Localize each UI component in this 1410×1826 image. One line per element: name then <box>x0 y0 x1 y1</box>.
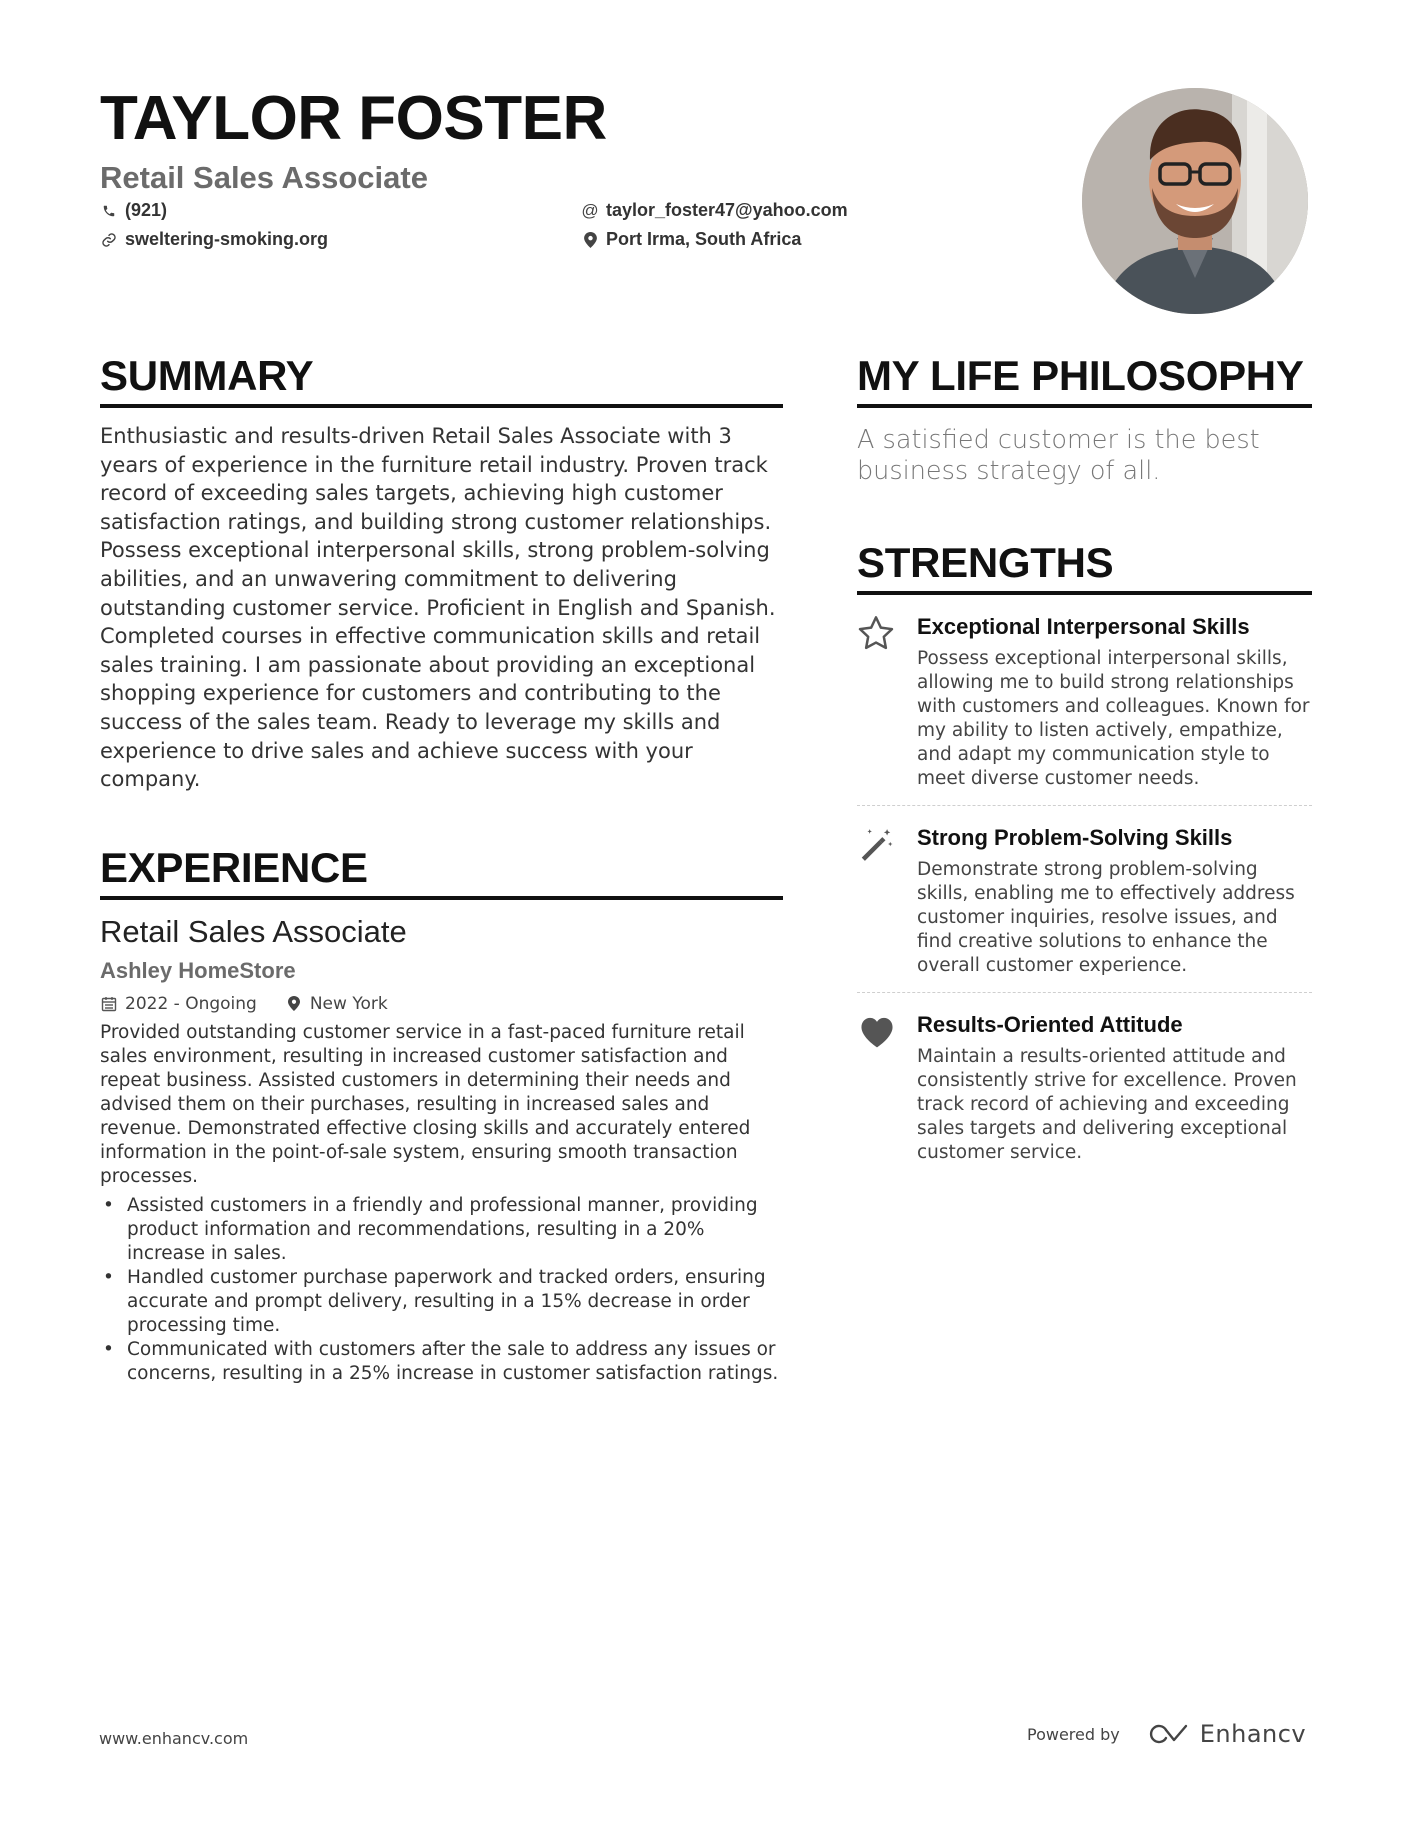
strength-item <box>857 993 1312 1179</box>
phone-text: (921) <box>125 200 168 220</box>
location-contact <box>581 229 801 250</box>
strength-title: Results-Oriented Attitude <box>917 1012 1183 1037</box>
strength-description: Maintain a results-oriented attitude and consistently strive for excellence. Proven track record of achieving and exceeding sales targets and delivering exceptional customer service. <box>917 1046 1297 1163</box>
summary-heading: SUMMARY <box>100 350 783 408</box>
experience-heading: EXPERIENCE <box>100 842 783 900</box>
strength-title: Strong Problem-Solving Skills <box>917 825 1233 850</box>
star-icon <box>857 613 917 791</box>
strength-item <box>857 806 1312 993</box>
strength-description: Demonstrate strong problem-solving skills, enabling me to effectively address customer inquiries, resolve issues, and find creative solutions to enhance the overall customer experience. <box>917 859 1295 976</box>
left-column <box>100 350 783 1386</box>
summary-section <box>100 350 783 794</box>
philosophy-heading: MY LIFE PHILOSOPHY <box>857 350 1312 408</box>
map-pin-icon <box>581 231 599 249</box>
link-icon <box>100 231 118 249</box>
email-text[interactable]: taylor_foster47@yahoo.com <box>606 200 848 220</box>
strengths-section <box>857 537 1312 1179</box>
summary-text: Enthusiastic and results-driven Retail Sales Associate with 3 years of experience in the furniture retail industry. Proven track record of exceeding sales targets, achieving high customer satisfaction ratings, and building strong customer relationships. Possess exceptional interpersonal skills, strong problem-solving abilities, and an unwavering commitment to delivering outstanding customer service. Proficient in English and Spanish. Completed courses in effective communication skills and retail sales training. I am passionate about providing an exceptional shopping experience for customers and contributing to the success of the sales team. Ready to leverage my skills and experience to drive sales and achieve success with your company. <box>100 424 776 792</box>
footer-website[interactable]: www.enhancv.com <box>99 1729 249 1748</box>
strengths-heading: STRENGTHS <box>857 537 1312 595</box>
job-meta <box>100 994 783 1014</box>
job-dates-text: 2022 - Ongoing <box>125 993 257 1014</box>
job-bullets <box>100 1194 783 1386</box>
heart-icon <box>857 1011 917 1165</box>
website-text[interactable]: sweltering-smoking.org <box>125 229 329 249</box>
powered-by-label: Powered by <box>1027 1724 1120 1744</box>
strength-title: Exceptional Interpersonal Skills <box>917 614 1250 639</box>
experience-section <box>100 842 783 1386</box>
philosophy-quote: A satisfied customer is the best business strategy of all. <box>857 425 1260 486</box>
candidate-title: Retail Sales Associate <box>100 160 428 195</box>
job-description: Provided outstanding customer service in a fast-paced furniture retail sales environment, resulting in increased customer satisfaction and repeat business. Assisted customers in determining their needs and advised them on their purchases, resulting in increased sales and revenue. Demonstrated effective closing skills and accurately entered information in the point-of-sale system, ensuring smooth transaction processes. <box>100 1021 751 1187</box>
job-location <box>285 994 388 1014</box>
profile-photo <box>1082 88 1308 314</box>
magic-wand-icon <box>857 824 917 978</box>
strength-description: Possess exceptional interpersonal skills, allowing me to build strong relationships with customers and colleagues. Known for my ability to listen actively, empathize, and adapt my communication style to meet diverse customer needs. <box>917 648 1310 789</box>
company-name: Ashley HomeStore <box>100 957 296 983</box>
job-location-text: New York <box>309 993 388 1014</box>
enhancv-logo-icon <box>1146 1722 1192 1746</box>
job-bullet: • Handled customer purchase paperwork and tracked orders, ensuring accurate and prompt delivery, resulting in a 15% decrease in order processing time. <box>100 1266 783 1338</box>
job-bullet: • Assisted customers in a friendly and professional manner, providing product information and recommendations, resulting in a 20% increase in sales. <box>100 1194 783 1266</box>
location-text: Port Irma, South Africa <box>606 229 802 249</box>
brand-name: Enhancv <box>1199 1720 1307 1748</box>
footer-branding <box>1027 1720 1306 1748</box>
candidate-name: TAYLOR FOSTER <box>100 84 607 153</box>
philosophy-section <box>857 350 1312 487</box>
right-column <box>857 350 1312 1179</box>
enhancv-logo[interactable] <box>1146 1720 1306 1748</box>
at-sign-icon: @ <box>581 200 599 220</box>
phone-icon <box>100 202 118 220</box>
map-pin-icon <box>285 995 303 1013</box>
job-dates <box>100 994 257 1014</box>
job-entry <box>100 914 783 1386</box>
strength-item <box>857 595 1312 806</box>
calendar-icon <box>100 995 118 1013</box>
job-bullet: • Communicated with customers after the sale to address any issues or concerns, resulting in a 25% increase in customer satisfaction ratings. <box>100 1338 783 1386</box>
website-contact[interactable] <box>100 229 328 250</box>
job-title: Retail Sales Associate <box>100 913 407 949</box>
email-contact[interactable] <box>581 200 848 221</box>
phone-contact <box>100 200 167 221</box>
